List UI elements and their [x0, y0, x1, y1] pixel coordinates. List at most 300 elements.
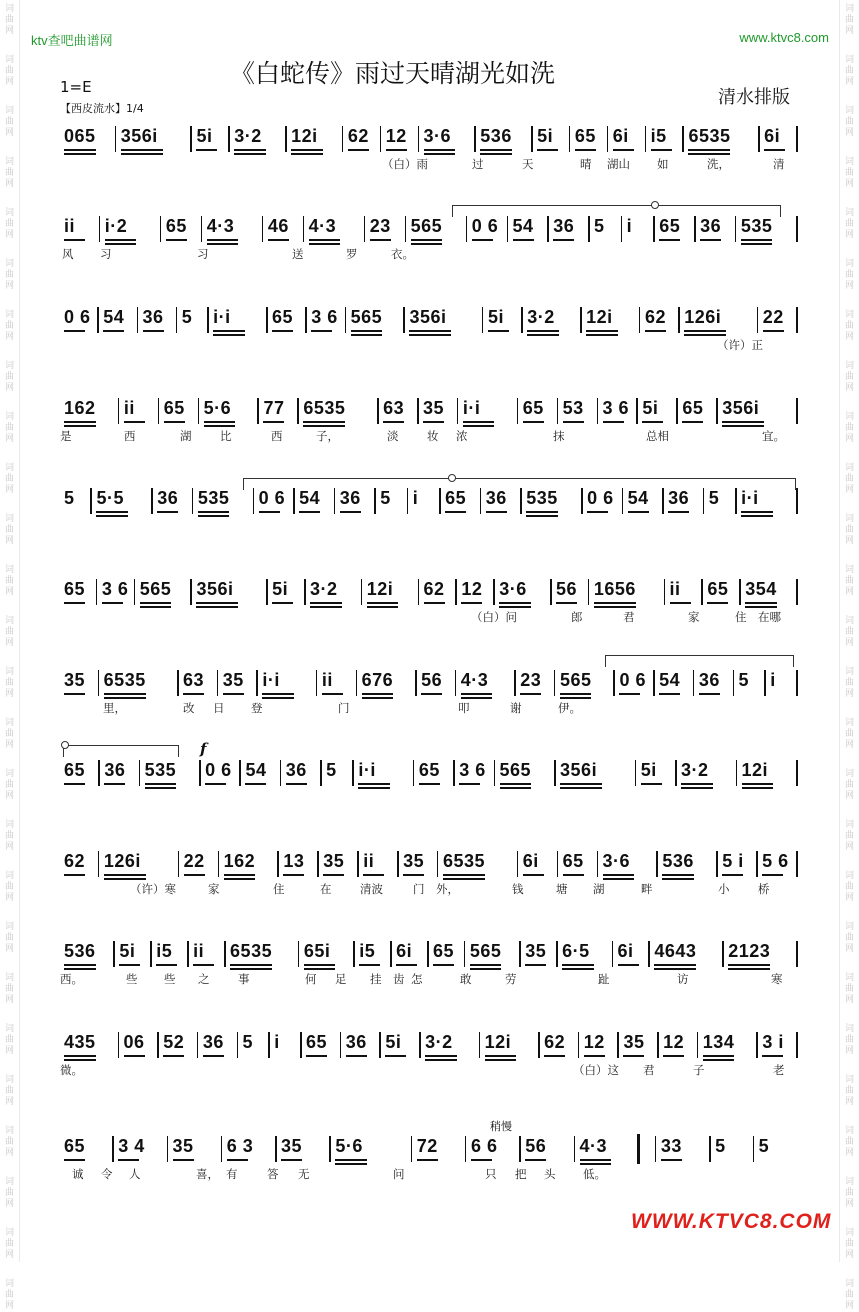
beam-line	[203, 1055, 224, 1057]
measure: i5	[650, 126, 667, 146]
measure: 4·3	[460, 670, 489, 690]
lyric-text: 伊。	[558, 701, 581, 715]
measure: 356i	[560, 760, 598, 780]
lyric-text: 门	[338, 701, 350, 715]
bar-line	[239, 760, 241, 786]
beam-line	[64, 1159, 85, 1161]
bar-line	[493, 579, 495, 605]
beam-line	[560, 787, 602, 789]
measure: 12i	[484, 1032, 512, 1052]
beam-line	[213, 330, 245, 332]
measure: 535	[740, 216, 773, 236]
measure: 5	[708, 488, 720, 508]
side-watermark-text: 词曲网	[4, 871, 14, 903]
beam-line	[64, 1055, 96, 1057]
side-watermark-text: 词曲网	[844, 514, 854, 546]
measure: 65	[562, 851, 584, 871]
measure: 36	[485, 488, 507, 508]
page-title: 《白蛇传》雨过天晴湖光如洗	[230, 59, 556, 88]
measure: 35	[64, 670, 86, 690]
beam-line	[741, 243, 773, 245]
bar-line	[494, 760, 496, 786]
measure: 5·6	[203, 398, 232, 418]
bar-line	[547, 216, 549, 242]
beam-line	[486, 511, 507, 513]
lyric-text: 过	[472, 157, 484, 171]
lyric-text: 总相	[646, 429, 669, 443]
bar-line	[479, 1032, 481, 1058]
lyric-text: 改	[183, 701, 195, 715]
beam-line	[500, 787, 532, 789]
bar-line	[697, 1032, 699, 1058]
lyric-text: 西	[271, 429, 283, 443]
fermata-circle	[61, 741, 69, 749]
lyric-text: 外，	[436, 882, 459, 896]
beam-line	[234, 153, 266, 155]
beam-line	[198, 511, 230, 513]
bar-line	[317, 851, 319, 877]
bar-line	[113, 941, 115, 967]
bar-line	[139, 760, 141, 786]
lyric-text: 妆	[427, 429, 439, 443]
beam-line	[121, 149, 163, 151]
lyric-text: 访	[677, 972, 689, 986]
beam-line	[64, 602, 85, 604]
beam-line	[183, 693, 204, 695]
beam-line	[411, 243, 443, 245]
beam-line	[603, 878, 635, 880]
bar-line	[735, 488, 737, 514]
bar-line	[262, 216, 264, 242]
measure: 5i	[119, 941, 136, 961]
bar-line	[190, 126, 192, 152]
beam-line	[742, 787, 774, 789]
measure: 354	[745, 579, 777, 599]
beam-line	[419, 783, 440, 785]
beam-line	[526, 515, 558, 517]
measure: 65	[165, 216, 187, 236]
beam-line	[383, 421, 404, 423]
beam-line	[124, 421, 145, 423]
measure: i·2	[104, 216, 128, 236]
side-watermark-text: 词曲网	[4, 208, 14, 240]
beam-line	[471, 1159, 492, 1161]
beam-line	[303, 421, 345, 423]
beam-line	[443, 874, 485, 876]
lyric-text: 趾	[598, 972, 610, 986]
measure: 62	[347, 126, 369, 146]
beam-line	[64, 149, 96, 151]
beam-line	[741, 239, 773, 241]
beam-line	[662, 874, 694, 876]
bar-line	[756, 851, 758, 877]
beam-line	[668, 511, 689, 513]
measure: 565	[350, 307, 383, 327]
measure: 65	[707, 579, 729, 599]
beam-line	[348, 149, 369, 151]
lyric-text: 子	[693, 1063, 705, 1077]
beam-line	[64, 693, 85, 695]
bar-line	[653, 670, 655, 696]
bar-line	[554, 670, 556, 696]
measure: 35	[623, 1032, 645, 1052]
bar-line	[507, 216, 509, 242]
beam-line	[263, 421, 284, 423]
measure: 52	[163, 1032, 185, 1052]
bar-line	[277, 851, 279, 877]
measure: 62	[644, 307, 666, 327]
bar-line	[514, 670, 516, 696]
beam-line	[367, 602, 399, 604]
bar-line	[796, 851, 798, 877]
beam-line	[654, 964, 696, 966]
beam-line	[433, 964, 454, 966]
beam-line	[173, 1159, 194, 1161]
bar-line	[340, 1032, 342, 1058]
beam-line	[682, 421, 703, 423]
bar-line	[293, 488, 295, 514]
beam-line	[286, 783, 307, 785]
bar-line	[417, 398, 419, 424]
beam-line	[385, 1055, 406, 1057]
beam-line	[224, 874, 256, 876]
beam-line	[145, 787, 177, 789]
beam-line	[234, 149, 266, 151]
bar-line	[199, 760, 201, 786]
bar-line	[118, 398, 120, 424]
lyric-text: 塘	[556, 882, 568, 896]
measure: 536	[662, 851, 694, 871]
beam-line	[563, 421, 584, 423]
measure: 6535	[688, 126, 731, 146]
measure: 65	[272, 307, 294, 327]
bar-line	[266, 307, 268, 333]
measure: 4·3	[579, 1136, 608, 1156]
measure: i·i	[358, 760, 376, 780]
beam-line	[745, 602, 777, 604]
beam-line	[166, 239, 187, 241]
measure: i·i	[462, 398, 481, 418]
measure: 5	[715, 1136, 726, 1156]
bar-line	[757, 307, 759, 333]
bar-line	[464, 941, 466, 967]
lyric-text: 小	[718, 882, 730, 896]
beam-line	[359, 964, 380, 966]
measure: 6i	[396, 941, 413, 961]
beam-line	[499, 602, 531, 604]
measure: 356i	[196, 579, 234, 599]
measure: i5	[156, 941, 173, 961]
beam-line	[618, 964, 639, 966]
beam-line	[623, 1055, 644, 1057]
bar-line	[160, 216, 162, 242]
beam-line	[722, 425, 764, 427]
beam-line	[560, 693, 592, 695]
bar-line	[304, 579, 306, 605]
side-watermark-text: 词曲网	[844, 871, 854, 903]
bar-line	[300, 1032, 302, 1058]
bar-line	[657, 1032, 659, 1058]
measure: 4·3	[308, 216, 337, 236]
measure: 5	[64, 488, 75, 508]
beam-line	[207, 243, 239, 245]
lyric-text: 寒	[771, 972, 783, 986]
side-watermark-text: 词曲网	[4, 412, 14, 444]
lyric-text: 天	[522, 157, 534, 171]
bar-line	[98, 851, 100, 877]
bar-line	[439, 488, 441, 514]
lyric-text: 在哪	[758, 610, 781, 624]
beam-line	[351, 330, 383, 332]
beam-line	[485, 1055, 517, 1057]
beam-line	[594, 606, 636, 608]
bar-line	[176, 307, 178, 333]
measure: 6 3	[226, 1136, 254, 1156]
lyric-text: 诚	[72, 1167, 84, 1181]
measure: 3 i	[762, 1032, 784, 1052]
beam-line	[281, 1159, 302, 1161]
side-watermark-text: 词曲网	[4, 973, 14, 1005]
bar-line	[415, 670, 417, 696]
bar-line	[96, 579, 98, 605]
beam-line	[259, 511, 280, 513]
tempo-slow-marking: 稍慢	[490, 1120, 512, 1133]
side-watermark-text: 词曲网	[844, 820, 854, 852]
beam-line	[306, 1055, 327, 1057]
beam-line	[488, 330, 509, 332]
bar-line	[736, 760, 738, 786]
bar-line	[465, 1136, 467, 1162]
measure: 35	[281, 1136, 303, 1156]
measure: 65	[522, 398, 544, 418]
measure: 36	[104, 760, 126, 780]
lyric-text: 抹	[553, 429, 565, 443]
beam-line	[480, 149, 512, 151]
lyric-text: 齿	[393, 972, 405, 986]
bar-line	[377, 398, 379, 424]
bracket-end	[605, 655, 606, 667]
bar-line	[735, 216, 737, 242]
beam-line	[291, 153, 323, 155]
beam-line	[500, 783, 532, 785]
bar-line	[407, 488, 409, 514]
bracket-end	[793, 655, 794, 667]
bar-line	[187, 941, 189, 967]
side-watermark-text: 词曲网	[4, 1126, 14, 1158]
measure: 535	[526, 488, 558, 508]
measure: 3 6	[311, 307, 338, 327]
side-watermark-text: 词曲网	[4, 157, 14, 189]
beam-line	[140, 606, 172, 608]
bar-line	[334, 488, 336, 514]
lyric-text: （许）寒	[130, 882, 176, 896]
bar-line	[639, 307, 641, 333]
beam-line	[163, 1055, 184, 1057]
beam-line	[351, 334, 383, 336]
lyric-text: 敢	[460, 972, 472, 986]
lyric-text: 习	[197, 247, 209, 261]
lyric-text: 老	[773, 1063, 785, 1077]
measure: 3·2	[234, 126, 262, 146]
beam-line	[105, 239, 137, 241]
beam-line	[659, 693, 680, 695]
lyric-text: 何	[305, 972, 317, 986]
key-signature: 1=E	[60, 78, 92, 96]
beam-line	[396, 964, 417, 966]
bar-line	[320, 760, 322, 786]
beam-line	[64, 968, 96, 970]
measure: 6535	[230, 941, 273, 961]
beam-line	[560, 697, 592, 699]
beam-line	[722, 874, 743, 876]
beam-line	[654, 968, 696, 970]
beam-line	[103, 330, 124, 332]
lyric-text: 足	[335, 972, 347, 986]
side-watermark-text: 词曲网	[4, 565, 14, 597]
bar-line	[112, 1136, 114, 1162]
measure: 6 6	[470, 1136, 498, 1156]
lyric-text: 家	[208, 882, 220, 896]
beam-line	[619, 693, 640, 695]
side-watermark-text: 词曲网	[4, 1024, 14, 1056]
measure: 65	[64, 579, 86, 599]
beam-line	[156, 964, 177, 966]
beam-line	[96, 515, 128, 517]
beam-line	[461, 602, 482, 604]
beam-line	[563, 874, 584, 876]
bar-line	[228, 126, 230, 152]
bar-line	[397, 851, 399, 877]
lyric-text: 里，	[103, 701, 126, 715]
bar-line	[303, 216, 305, 242]
beam-line	[443, 878, 485, 880]
measure: 77	[263, 398, 285, 418]
beam-line	[205, 783, 226, 785]
bar-line	[237, 1032, 239, 1058]
measure: i5	[359, 941, 376, 961]
lyric-text: 比	[220, 429, 232, 443]
bar-line	[588, 579, 590, 605]
beam-line	[140, 602, 172, 604]
measure: 72	[416, 1136, 438, 1156]
bar-line	[177, 670, 179, 696]
beam-line	[340, 511, 361, 513]
measure: i·i	[213, 307, 231, 327]
lyric-text: 罗	[346, 247, 358, 261]
beam-line	[472, 239, 493, 241]
beam-line	[523, 874, 544, 876]
beam-line	[204, 421, 236, 423]
beam-line	[523, 421, 544, 423]
beam-line	[526, 511, 558, 513]
bar-line	[796, 670, 798, 696]
measure: 12i	[366, 579, 394, 599]
beam-line	[499, 606, 531, 608]
measure: 22	[183, 851, 205, 871]
beam-line	[741, 511, 773, 513]
bar-line	[675, 760, 677, 786]
bar-line	[716, 851, 718, 877]
lyric-text: 无	[298, 1167, 310, 1181]
bar-line	[221, 1136, 223, 1162]
measure: 65i	[303, 941, 331, 961]
beam-line	[525, 964, 546, 966]
measure: 65	[433, 941, 455, 961]
bar-line	[224, 941, 226, 967]
beam-line	[520, 693, 541, 695]
bar-line	[178, 851, 180, 877]
beam-line	[703, 1055, 735, 1057]
tempo-marking: 【西皮流水】1/4	[60, 102, 144, 115]
lyric-text: 登	[251, 701, 263, 715]
beam-line	[213, 334, 245, 336]
beam-line	[157, 511, 178, 513]
side-watermark-text: 词曲网	[4, 361, 14, 393]
side-watermark-text: 词曲网	[844, 667, 854, 699]
bar-line	[257, 398, 259, 424]
side-watermark-text: 词曲网	[4, 1279, 14, 1311]
measure: 3 6	[602, 398, 630, 418]
bar-line	[580, 307, 582, 333]
beam-line	[700, 239, 721, 241]
side-watermark-text: 词曲网	[844, 1228, 854, 1260]
bar-line	[418, 126, 420, 152]
beam-line	[425, 1055, 457, 1057]
beam-line	[421, 693, 442, 695]
measure: 65	[445, 488, 467, 508]
bar-line	[703, 488, 705, 514]
bar-line	[517, 398, 519, 424]
bar-line	[693, 670, 695, 696]
bar-line	[557, 398, 559, 424]
interlude-bracket	[243, 478, 795, 479]
bar-line	[597, 398, 599, 424]
measure: 3 6	[101, 579, 129, 599]
side-watermark-text: 词曲网	[4, 1228, 14, 1260]
beam-line	[64, 330, 85, 332]
beam-line	[556, 602, 577, 604]
side-watermark-text: 词曲网	[4, 463, 14, 495]
beam-line	[304, 968, 336, 970]
bar-line	[151, 488, 153, 514]
measure: 36	[700, 216, 722, 236]
lyric-text: 头	[544, 1167, 556, 1181]
beam-line	[104, 874, 146, 876]
beam-line	[628, 511, 649, 513]
beam-line	[513, 239, 534, 241]
bar-line	[557, 851, 559, 877]
measure: 6i	[764, 126, 781, 146]
dynamic-forte: f	[200, 740, 207, 758]
beam-line	[124, 1055, 145, 1057]
bar-line	[739, 579, 741, 605]
bar-line	[716, 398, 718, 424]
bar-line	[90, 488, 92, 514]
measure: 5 i	[722, 851, 744, 871]
beam-line	[762, 874, 783, 876]
measure: 35	[172, 1136, 194, 1156]
bar-line	[403, 307, 405, 333]
beam-line	[553, 239, 574, 241]
beam-line	[184, 874, 205, 876]
bar-line	[578, 1032, 580, 1058]
measure: 35	[525, 941, 547, 961]
beam-line	[560, 783, 602, 785]
beam-line	[544, 1055, 565, 1057]
beam-line	[445, 511, 466, 513]
bar-line	[253, 488, 255, 514]
beam-line	[64, 964, 96, 966]
